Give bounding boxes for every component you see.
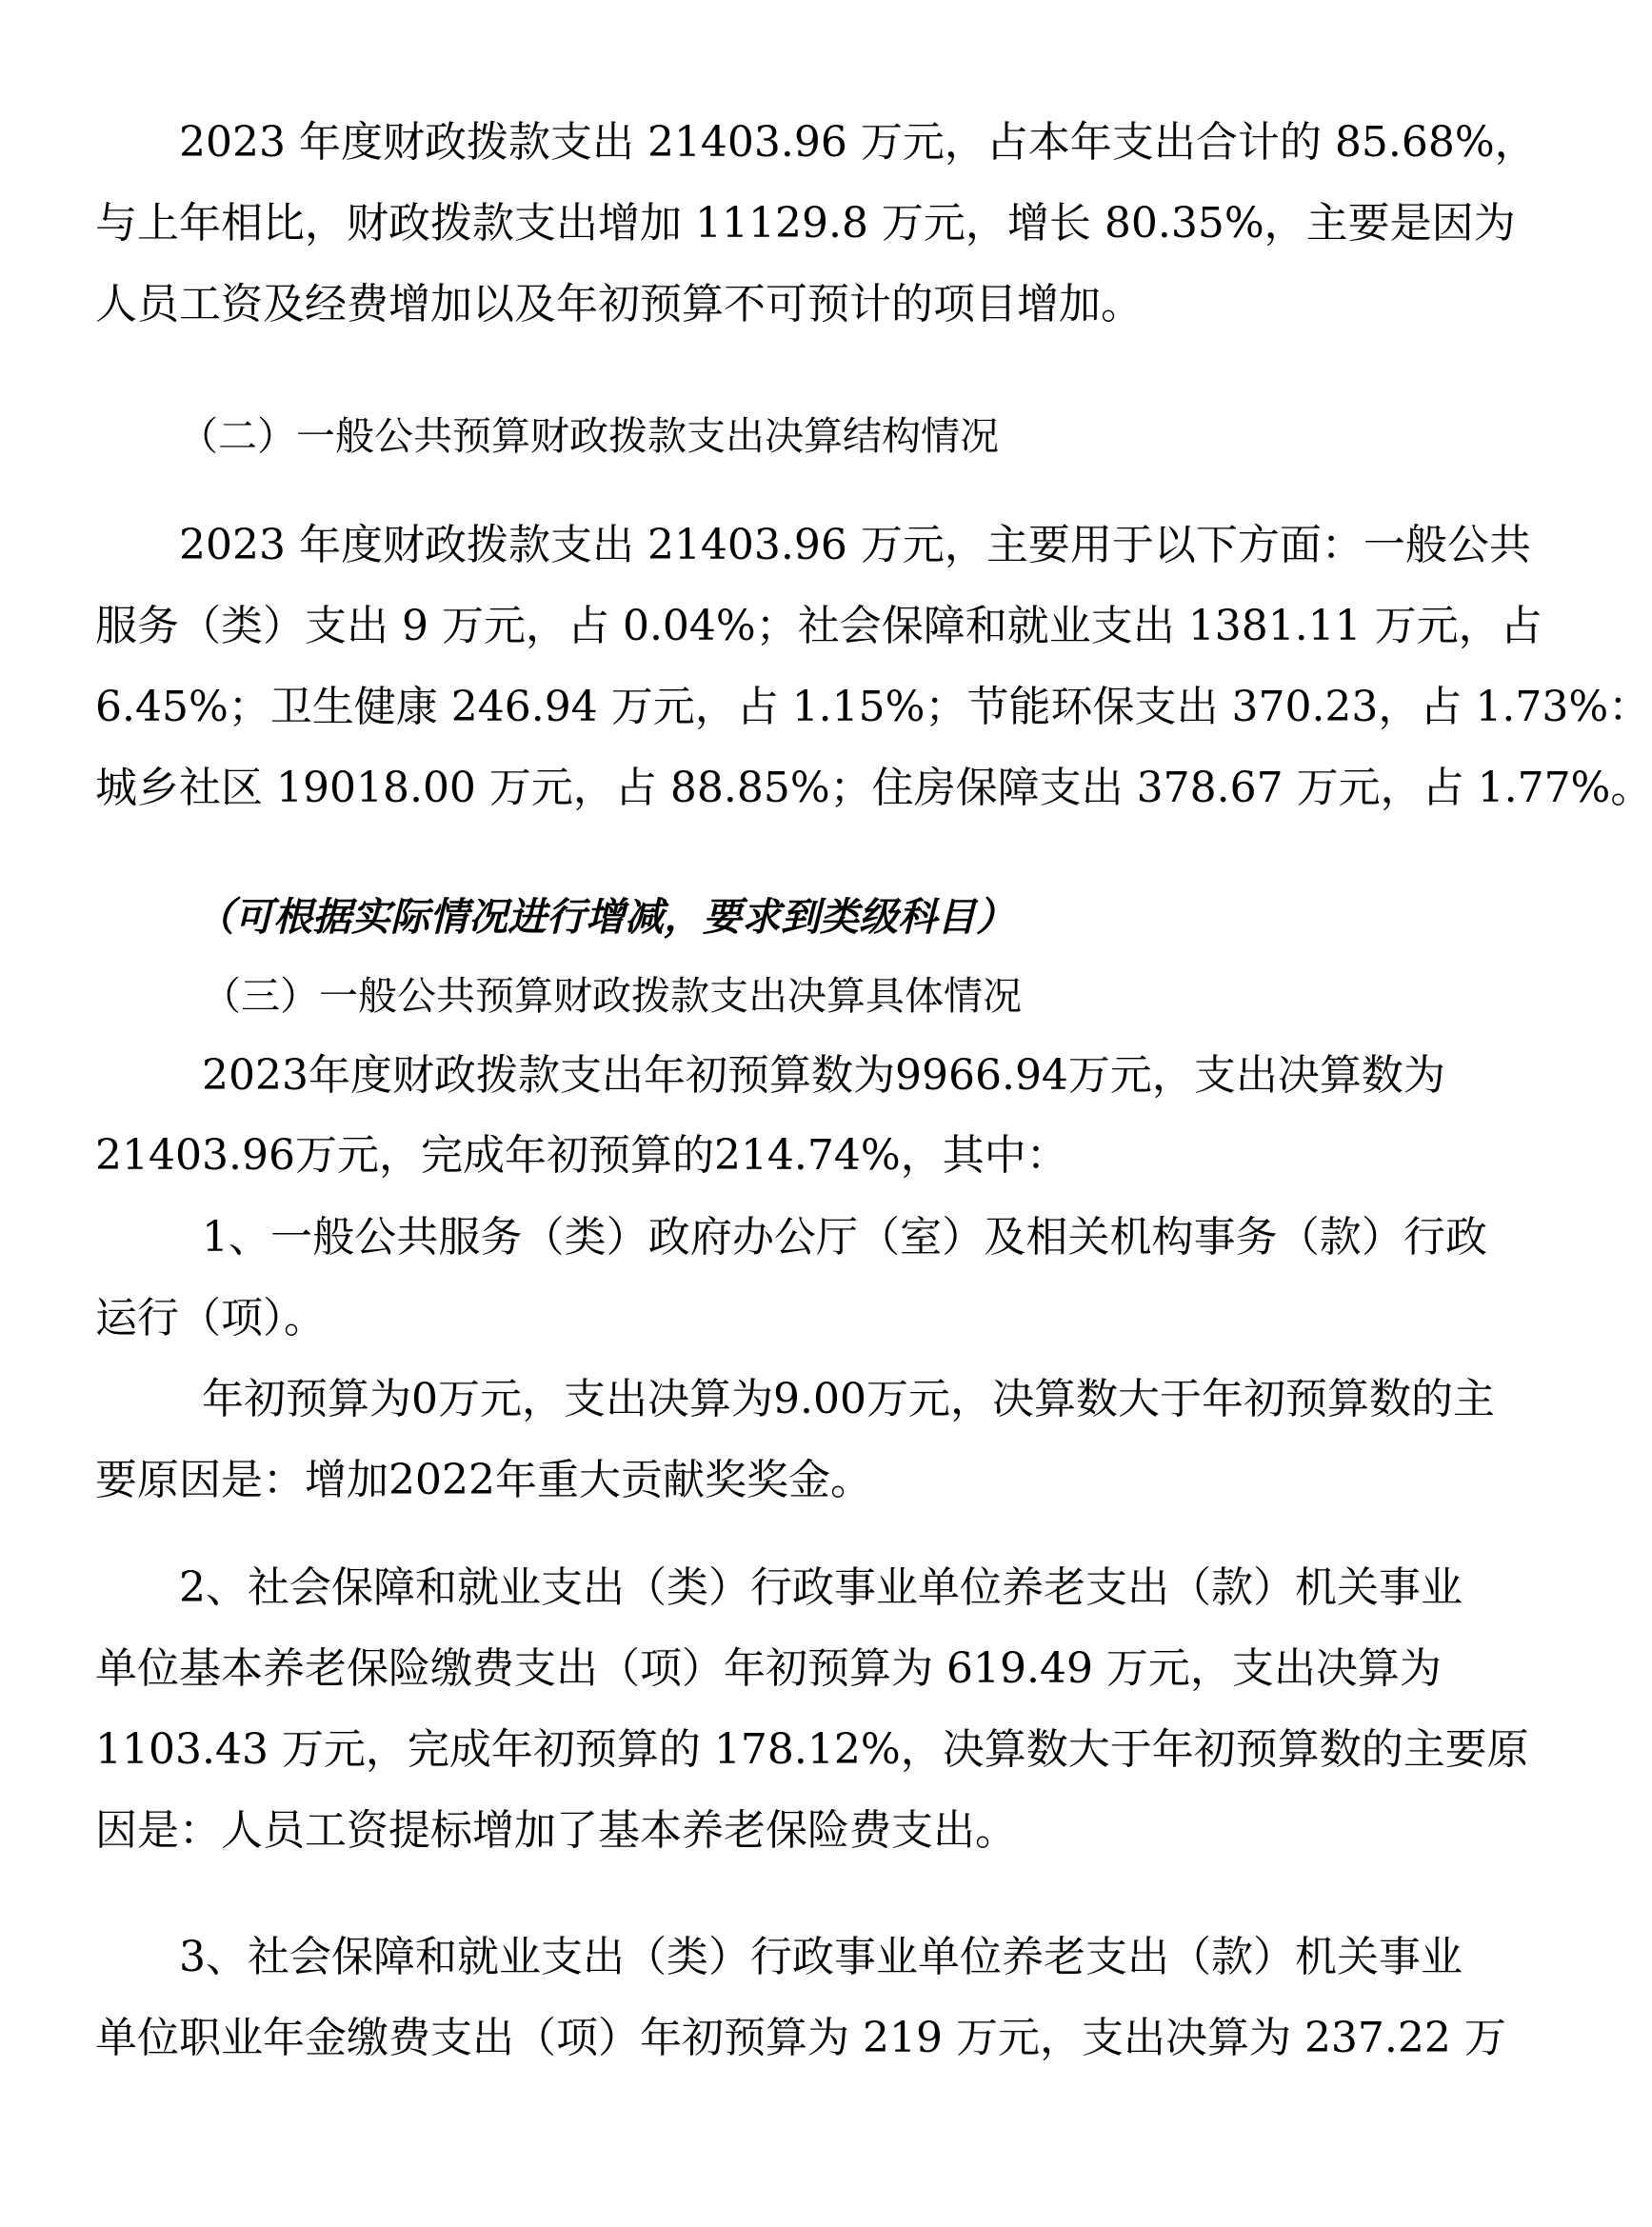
paragraph-2-line-4: 城乡社区 19018.00 万元，占 88.85%；住房保障支出 378.67 万元，占 1.77%。 — [95, 764, 1652, 812]
item-2-line-3: 1103.43 万元，完成年初预算的 178.12%，决算数大于年初预算数的主要原 — [95, 1725, 1529, 1774]
note-text: （可根据实际情况进行增减，要求到类级科目） — [195, 894, 1015, 940]
item-2-line-1: 2、社会保障和就业支出（类）行政事业单位养老支出（款）机关事业 — [179, 1563, 1463, 1612]
paragraph-1-line-3: 人员工资及经费增加以及年初预算不可预计的项目增加。 — [95, 280, 1143, 328]
item-1-line-1: 1、一般公共服务（类）政府办公厅（室）及相关机构事务（款）行政 — [202, 1213, 1487, 1262]
item-1-line-2: 运行（项）。 — [95, 1294, 326, 1342]
item-2-line-2: 单位基本养老保险缴费支出（项）年初预算为 619.49 万元，支出决算为 — [95, 1644, 1442, 1693]
item-3-line-1: 3、社会保障和就业支出（类）行政事业单位养老支出（款）机关事业 — [179, 1933, 1463, 1981]
paragraph-1-line-1: 2023 年度财政拨款支出 21403.96 万元，占本年支出合计的 85.68%， — [179, 118, 1537, 167]
paragraph-2-line-1: 2023 年度财政拨款支出 21403.96 万元，主要用于以下方面：一般公共 — [179, 521, 1531, 569]
item-1-detail-line-1: 年初预算为0万元，支出决算为9.00万元，决算数大于年初预算数的主 — [202, 1375, 1495, 1423]
paragraph-2-line-2: 服务（类）支出 9 万元，占 0.04%；社会保障和就业支出 1381.11 万元，占 — [95, 602, 1543, 650]
paragraph-3-line-2: 21403.96万元，完成年初预算的214.74%，其中： — [95, 1131, 1068, 1180]
section-heading-3: （三）一般公共预算财政拨款支出决算具体情况 — [202, 973, 1022, 1019]
item-3-line-2: 单位职业年金缴费支出（项）年初预算为 219 万元，支出决算为 237.22 万 — [95, 2014, 1506, 2062]
paragraph-1-line-2: 与上年相比，财政拨款支出增加 11129.8 万元，增长 80.35%，主要是因为 — [95, 199, 1516, 248]
paragraph-3-line-1: 2023年度财政拨款支出年初预算数为9966.94万元，支出决算数为 — [202, 1051, 1445, 1100]
section-heading-2: （二）一般公共预算财政拨款支出决算结构情况 — [179, 413, 999, 459]
item-1-detail-line-2: 要原因是：增加2022年重大贡献奖奖金。 — [95, 1456, 872, 1504]
paragraph-2-line-3: 6.45%；卫生健康 246.94 万元，占 1.15%；节能环保支出 370.23，占 1.73%： — [95, 683, 1651, 731]
item-2-line-4: 因是：人员工资提标增加了基本养老保险费支出。 — [95, 1806, 1017, 1855]
